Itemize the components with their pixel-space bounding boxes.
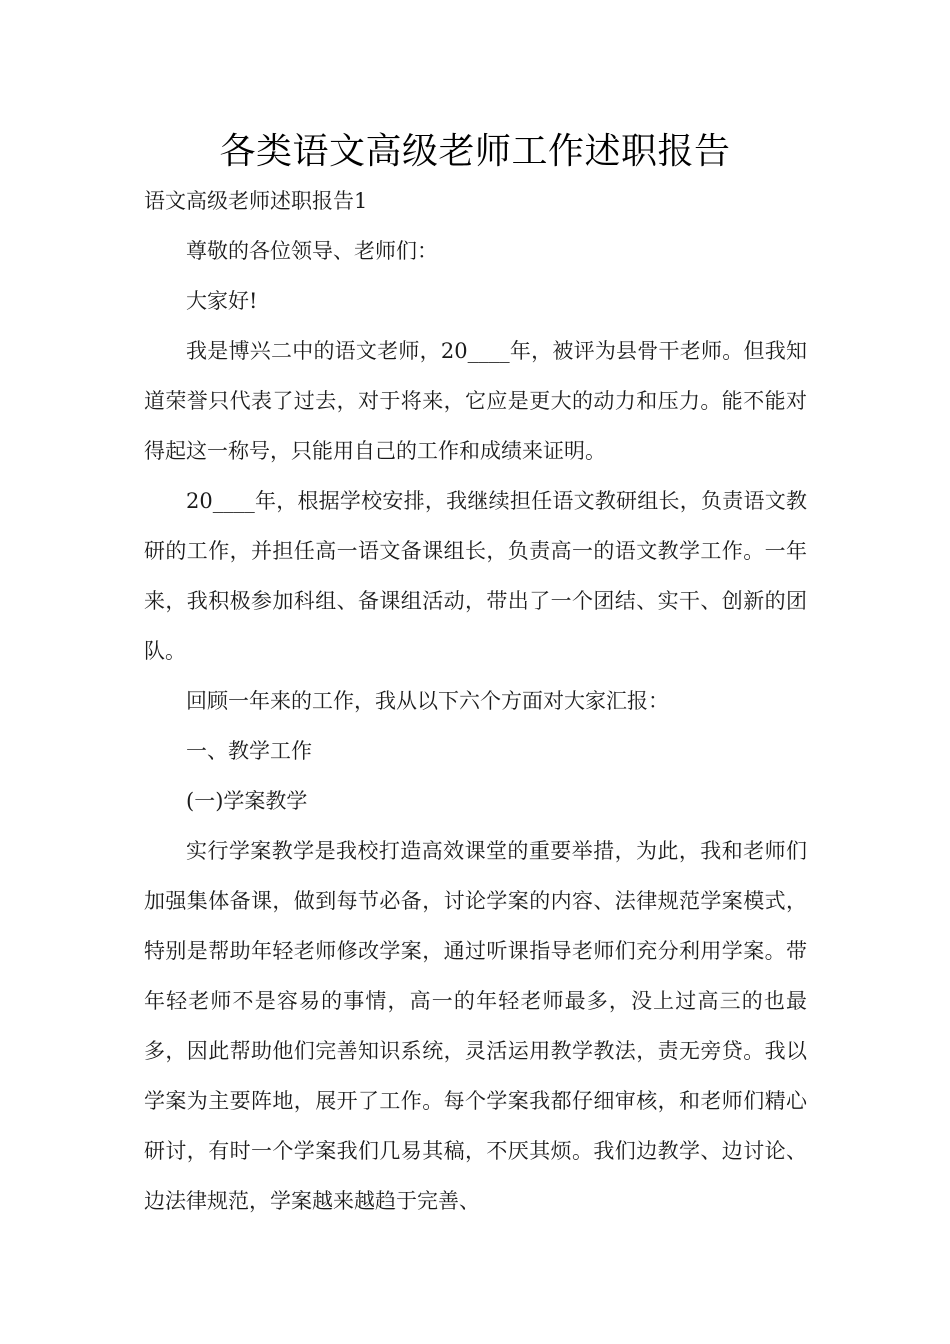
greeting: 大家好! [186,289,258,313]
paragraph: 我是博兴二中的语文老师，20____年，被评为县骨干老师。但我知道荣誉只代表了过去，对于将来，它应是更大的动力和压力。能不能对得起这一称号，只能用自己的工作和成绩来证明。 [144,339,807,463]
salutation: 尊敬的各位领导、老师们： [186,239,438,263]
subheading: 一、教学工作 [186,739,312,763]
section-heading: 语文高级老师述职报告1 [144,189,368,213]
subheading: (一)学案教学 [186,789,308,813]
paragraph: 实行学案教学是我校打造高效课堂的重要举措，为此，我和老师们加强集体备课，做到每节必备，讨论学案的内容、法律规范学案模式，特别是帮助年轻老师修改学案，通过听课指导老师们充分利用学案。带年轻老师不是容易的事情，高一的年轻老师最多，没上过高三的也最多，因此帮助他们完善知识系统，灵活运用教学教法，责无旁贷。我以学案为主要阵地，展开了工作。每个学案我都仔细审核，和老师们精心研讨，有时一个学案我们几易其稿，不厌其烦。我们边教学、边讨论、边法律规范，学案越来越趋于完善、 [144,839,807,1213]
paragraph: 回顾一年来的工作，我从以下六个方面对大家汇报： [186,689,669,713]
document-title: 各类语文高级老师工作述职报告 [219,131,731,172]
paragraph: 20____年，根据学校安排，我继续担任语文教研组长，负责语文教研的工作，并担任高一语文备课组长，负责高一的语文教学工作。一年来，我积极参加科组、备课组活动，带出了一个团结、实干、创新的团队。 [144,489,807,663]
document-body [144,176,807,1226]
